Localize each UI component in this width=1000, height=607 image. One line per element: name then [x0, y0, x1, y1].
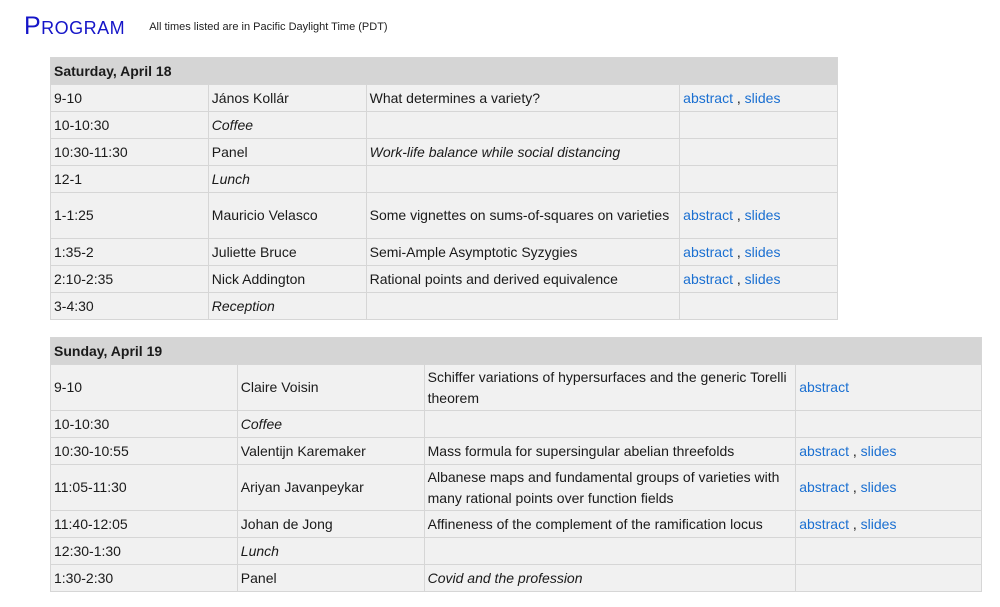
- time-cell: 3-4:30: [51, 293, 209, 320]
- time-cell: 11:05-11:30: [51, 465, 238, 511]
- event-cell: Lunch: [208, 166, 366, 193]
- talk-title-cell: Schiffer variations of hypersurfaces and the generic Torelli theorem: [424, 365, 796, 411]
- slides-link[interactable]: slides: [860, 515, 897, 532]
- speaker-cell: Panel: [208, 139, 366, 166]
- slides-link[interactable]: slides: [860, 479, 897, 495]
- talk-title-cell: Albanese maps and fundamental groups of varieties with many rational points over function fields: [424, 465, 796, 511]
- links-cell: [680, 85, 838, 112]
- talk-title-cell: [424, 538, 796, 565]
- event-cell: Lunch: [237, 538, 424, 565]
- links-cell: [680, 266, 838, 293]
- links-cell: [680, 293, 838, 320]
- time-cell: 1:30-2:30: [51, 565, 238, 592]
- talk-title-cell: [366, 112, 680, 139]
- abstract-link[interactable]: abstract: [799, 515, 849, 532]
- links-cell: [796, 511, 982, 538]
- page-title: Program: [24, 12, 126, 40]
- talk-title-cell: Some vignettes on sums-of-squares on varieties: [366, 193, 680, 239]
- talk-title-cell: Covid and the profession: [424, 565, 796, 592]
- time-cell: 12:30-1:30: [51, 538, 238, 565]
- time-cell: 10-10:30: [51, 411, 238, 438]
- talk-title-cell: [366, 293, 680, 320]
- abstract-link[interactable]: abstract: [683, 270, 733, 287]
- link-separator: ,: [852, 442, 857, 459]
- page-header: [24, 12, 388, 41]
- speaker-cell: Mauricio Velasco: [208, 193, 366, 239]
- time-cell: 9-10: [51, 365, 238, 411]
- time-cell: 1:35-2: [51, 239, 209, 266]
- table-row: [51, 85, 838, 112]
- slides-link[interactable]: slides: [744, 89, 781, 106]
- time-cell: 11:40-12:05: [51, 511, 238, 538]
- link-separator: ,: [852, 479, 857, 495]
- speaker-cell: Claire Voisin: [237, 365, 424, 411]
- table-row: [51, 365, 982, 411]
- speaker-cell: Valentijn Karemaker: [237, 438, 424, 465]
- link-separator: ,: [736, 270, 741, 287]
- abstract-link[interactable]: abstract: [683, 243, 733, 260]
- saturday-schedule-table: [50, 57, 838, 320]
- table-row: [51, 438, 982, 465]
- time-cell: 12-1: [51, 166, 209, 193]
- slides-link[interactable]: slides: [744, 207, 781, 223]
- links-cell: [680, 239, 838, 266]
- slides-link[interactable]: slides: [860, 442, 897, 459]
- table-row: [51, 166, 838, 193]
- links-cell: [796, 465, 982, 511]
- talk-title-cell: [366, 166, 680, 193]
- table-row: [51, 293, 838, 320]
- talk-title-cell: Work-life balance while social distancing: [366, 139, 680, 166]
- link-separator: ,: [852, 515, 857, 532]
- table-row: [51, 511, 982, 538]
- abstract-link[interactable]: abstract: [799, 479, 849, 495]
- table-row: [51, 565, 982, 592]
- table-row: [51, 112, 838, 139]
- day-heading: Sunday, April 19: [51, 338, 982, 365]
- abstract-link[interactable]: abstract: [683, 89, 733, 106]
- talk-title-cell: Semi-Ample Asymptotic Syzygies: [366, 239, 680, 266]
- slides-link[interactable]: slides: [744, 243, 781, 260]
- links-cell: [680, 139, 838, 166]
- link-separator: ,: [736, 243, 741, 260]
- links-cell: [680, 193, 838, 239]
- time-cell: 9-10: [51, 85, 209, 112]
- timezone-note: All times listed are in Pacific Daylight Time (PDT): [149, 21, 388, 33]
- time-cell: 2:10-2:35: [51, 266, 209, 293]
- time-cell: 10:30-10:55: [51, 438, 238, 465]
- link-separator: ,: [736, 89, 741, 106]
- talk-title-cell: [424, 411, 796, 438]
- day-heading: Saturday, April 18: [51, 58, 838, 85]
- speaker-cell: Panel: [237, 565, 424, 592]
- talk-title-cell: Mass formula for supersingular abelian threefolds: [424, 438, 796, 465]
- speaker-cell: Ariyan Javanpeykar: [237, 465, 424, 511]
- speaker-cell: János Kollár: [208, 85, 366, 112]
- links-cell: [796, 411, 982, 438]
- talk-title-cell: What determines a variety?: [366, 85, 680, 112]
- table-row: [51, 139, 838, 166]
- slides-link[interactable]: slides: [744, 270, 781, 287]
- table-row: [51, 538, 982, 565]
- links-cell: [796, 538, 982, 565]
- event-cell: Reception: [208, 293, 366, 320]
- speaker-cell: Juliette Bruce: [208, 239, 366, 266]
- sunday-schedule-table: [50, 337, 982, 592]
- time-cell: 1-1:25: [51, 193, 209, 239]
- links-cell: [796, 438, 982, 465]
- abstract-link[interactable]: abstract: [799, 442, 849, 459]
- speaker-cell: Johan de Jong: [237, 511, 424, 538]
- time-cell: 10-10:30: [51, 112, 209, 139]
- talk-title-cell: Rational points and derived equivalence: [366, 266, 680, 293]
- time-cell: 10:30-11:30: [51, 139, 209, 166]
- table-row: [51, 411, 982, 438]
- links-cell: [680, 112, 838, 139]
- abstract-link[interactable]: abstract: [799, 379, 849, 395]
- links-cell: [796, 565, 982, 592]
- table-row: [51, 239, 838, 266]
- links-cell: [796, 365, 982, 411]
- link-separator: ,: [736, 207, 741, 223]
- table-row: [51, 465, 982, 511]
- table-row: [51, 193, 838, 239]
- links-cell: [680, 166, 838, 193]
- speaker-cell: Nick Addington: [208, 266, 366, 293]
- abstract-link[interactable]: abstract: [683, 207, 733, 223]
- talk-title-cell: Affineness of the complement of the ramification locus: [424, 511, 796, 538]
- table-row: [51, 266, 838, 293]
- event-cell: Coffee: [208, 112, 366, 139]
- event-cell: Coffee: [237, 411, 424, 438]
